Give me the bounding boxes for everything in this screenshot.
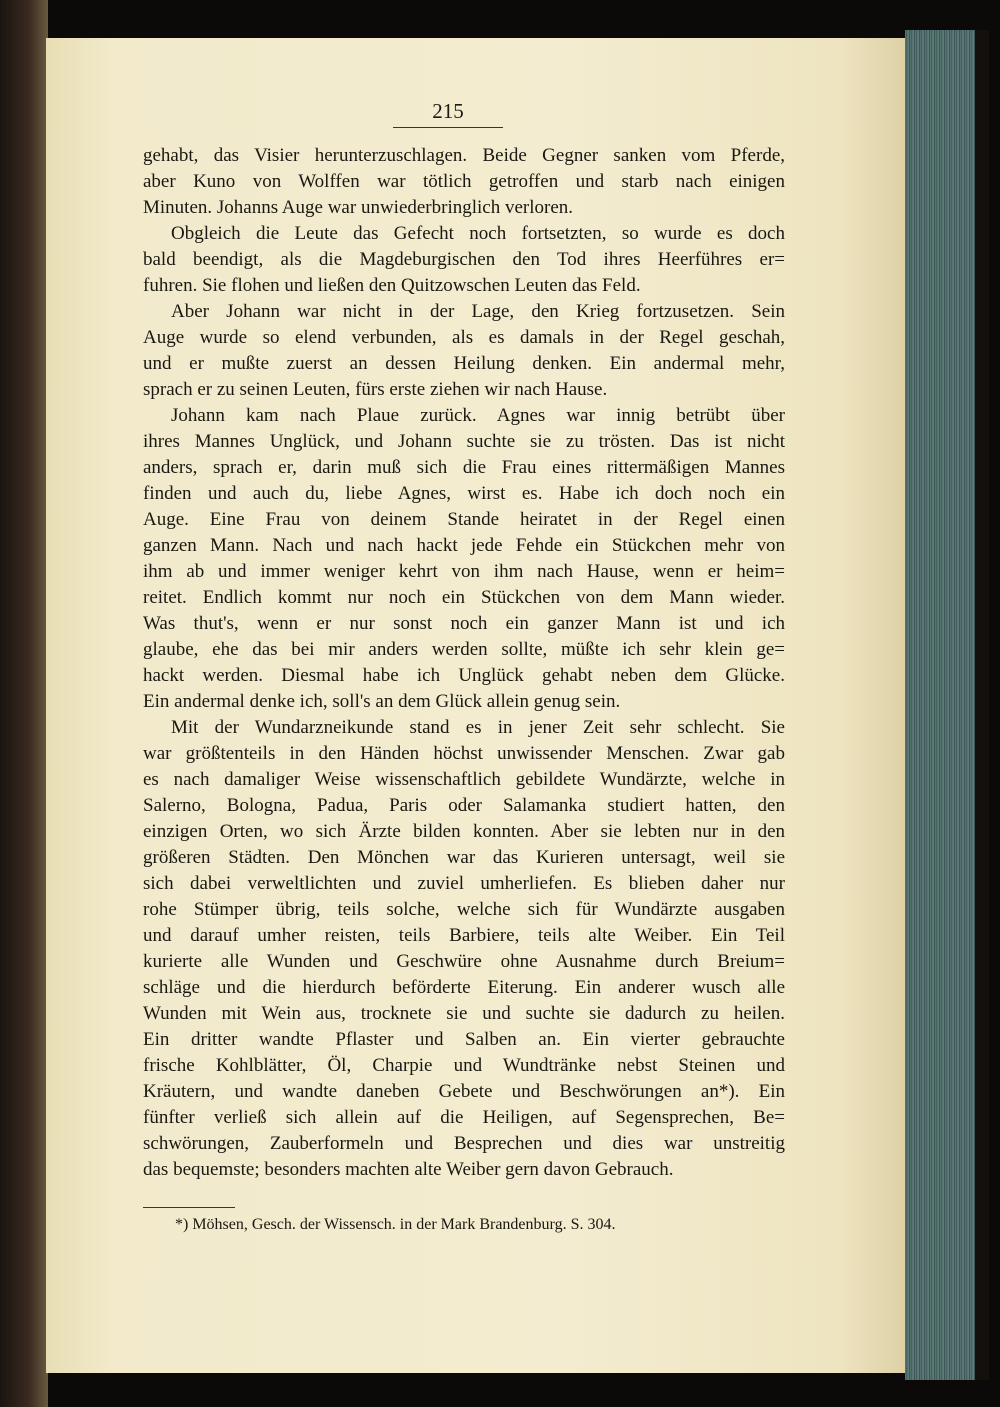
text-line: einzigen Orten, wo sich Ärzte bilden konnten. Aber sie lebten nur in den [143,821,785,842]
text-line: Ein andermal denke ich, soll's an dem Glück allein genug sein. [143,691,621,712]
page-edges [905,30,989,1380]
text-line: anders, sprach er, darin muß sich die Frau eines rittermäßigen Mannes [143,457,785,478]
text-line: ihres Mannes Unglück, und Johann suchte sie zu trösten. Das ist nicht [143,431,785,452]
text-line: hackt werden. Diesmal habe ich Unglück gehabt neben dem Glücke. [143,665,785,686]
text-line: größeren Städten. Den Mönchen war das Kurieren untersagt, weil sie [143,847,785,868]
text-line: aber Kuno von Wolffen war tötlich getroffen und starb nach einigen [143,171,785,192]
book-spine [0,0,48,1407]
text-line: Kräutern, und wandte daneben Gebete und Beschwörungen an*). Ein [143,1081,785,1102]
text-line: Auge wurde so elend verbunden, als es damals in der Regel geschah, [143,327,785,348]
text-line: fuhren. Sie flohen und ließen den Quitzowschen Leuten das Feld. [143,275,641,296]
text-line: glaube, ehe das bei mir anders werden sollte, müßte ich sehr klein ge= [143,639,785,660]
text-line: Was thut's, wenn er nur sonst noch ein ganzer Mann ist und ich [143,613,785,634]
text-line: ganzen Mann. Nach und nach hackt jede Fehde ein Stückchen mehr von [143,535,785,556]
footnote-rule [143,1207,235,1208]
text-line: sich dabei verweltlichten und zuviel umherliefen. Es blieben daher nur [143,873,785,894]
text-line: Wunden mit Wein aus, trocknete sie und suchte sie dadurch zu heilen. [143,1003,785,1024]
text-line: bald beendigt, als die Magdeburgischen den Tod ihres Heerführes er= [143,249,785,270]
text-line: Ein dritter wandte Pflaster und Salben an. Ein vierter gebrauchte [143,1029,785,1050]
text-line: rohe Stümper übrig, teils solche, welche sich für Wundärzte ausgaben [143,899,785,920]
text-line: reitet. Endlich kommt nur noch ein Stückchen von dem Mann wieder. [143,587,785,608]
text-line: frische Kohlblätter, Öl, Charpie und Wundtränke nebst Steinen und [143,1055,785,1076]
text-line: schläge und die hierdurch beförderte Eiterung. Ein anderer wusch alle [143,977,785,998]
text-line: Minuten. Johanns Auge war unwiederbringlich verloren. [143,197,574,218]
text-line: das bequemste; besonders machten alte Weiber gern davon Gebrauch. [143,1159,674,1180]
text-line: es nach damaliger Weise wissenschaftlich gebildete Wundärzte, welche in [143,769,785,790]
text-line: Johann kam nach Plaue zurück. Agnes war innig betrübt über [171,405,785,426]
text-line: gehabt, das Visier herunterzuschlagen. Beide Gegner sanken vom Pferde, [143,145,785,166]
text-line: war größtenteils in den Händen höchst unwissender Menschen. Zwar gab [143,743,785,764]
text-line: sprach er zu seinen Leuten, fürs erste ziehen wir nach Hause. [143,379,608,400]
text-line: fünfter verließ sich allein auf die Heiligen, auf Segensprechen, Be= [143,1107,785,1128]
text-line: Mit der Wundarzneikunde stand es in jener Zeit sehr schlecht. Sie [171,717,785,738]
text-line: finden und auch du, liebe Agnes, wirst es. Habe ich doch noch ein [143,483,785,504]
header-rule [393,127,503,128]
text-line: Auge. Eine Frau von deinem Stande heiratet in der Regel einen [143,509,785,530]
text-line: Obgleich die Leute das Gefecht noch fortsetzten, so wurde es doch [171,223,785,244]
text-line: und darauf umher reisten, teils Barbiere, teils alte Weiber. Ein Teil [143,925,785,946]
text-line: und er mußte zuerst an dessen Heilung denken. Ein andermal mehr, [143,353,785,374]
text-line: Salerno, Bologna, Padua, Paris oder Salamanka studiert hatten, den [143,795,785,816]
footnote: *) Möhsen, Gesch. der Wissensch. in der Mark Brandenburg. S. 304. [175,1216,616,1233]
text-line: ihm ab und immer weniger kehrt von ihm nach Hause, wenn er heim= [143,561,785,582]
text-line: schwörungen, Zauberformeln und Besprechen und dies war unstreitig [143,1133,785,1154]
text-line: kurierte alle Wunden und Geschwüre ohne Ausnahme durch Breium= [143,951,785,972]
page-number: 215 [432,99,464,123]
text-line: Aber Johann war nicht in der Lage, den Krieg fortzusetzen. Sein [171,301,785,322]
body-text [143,143,785,1183]
